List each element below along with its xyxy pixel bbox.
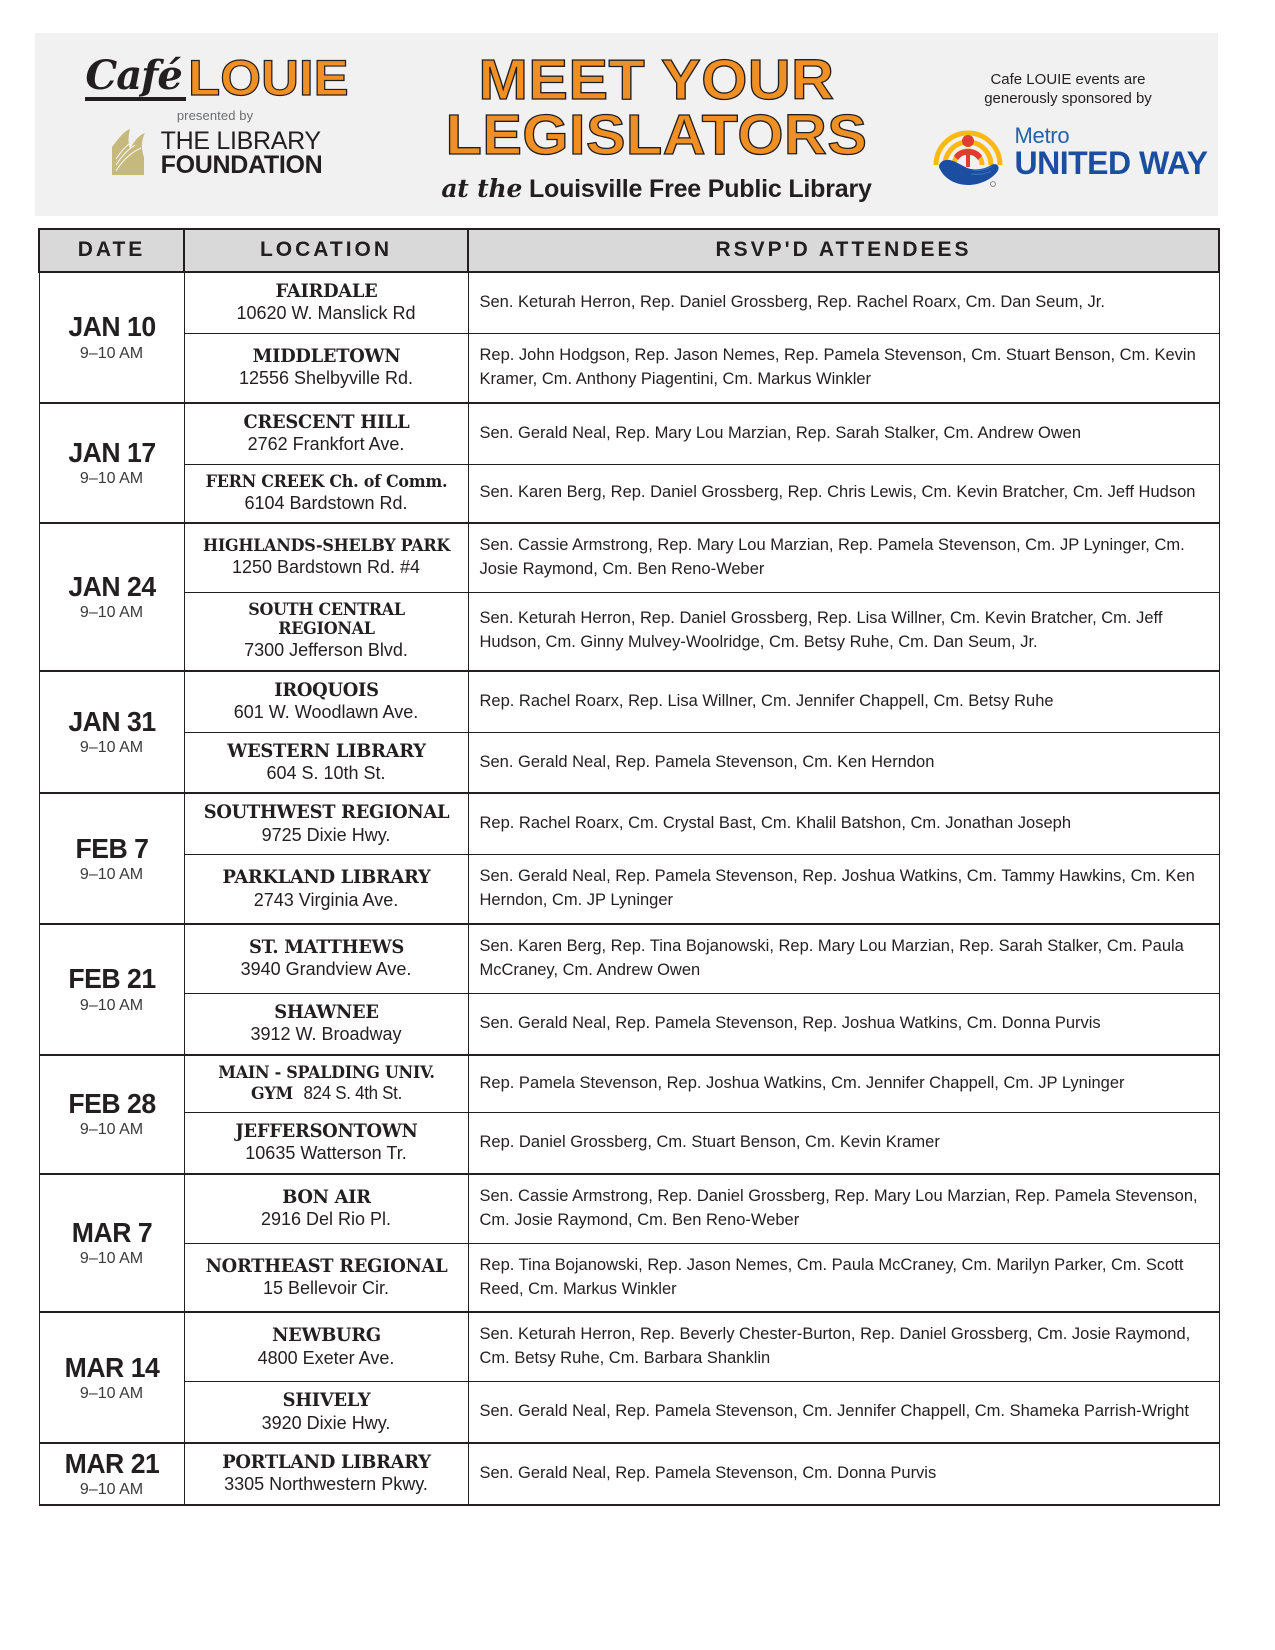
cafe-wordmark: Café xyxy=(85,56,185,101)
location-cell xyxy=(184,464,468,523)
column-header-date: DATE xyxy=(39,229,184,272)
location-address: 1250 Bardstown Rd. #4 xyxy=(231,557,421,578)
date-cell xyxy=(39,272,184,403)
date-label: MAR 14 xyxy=(64,1351,159,1383)
date-label: FEB 7 xyxy=(74,832,149,864)
location-address: 4800 Exeter Ave. xyxy=(257,1347,395,1368)
location-address: 6104 Bardstown Rd. xyxy=(244,492,408,513)
louie-wordmark: LOUIE xyxy=(187,50,349,106)
location-name: WESTERN LIBRARY xyxy=(226,739,426,762)
location-cell xyxy=(184,1243,468,1312)
table-row xyxy=(39,403,1219,464)
table-header-row xyxy=(39,229,1219,272)
table-row xyxy=(39,464,1219,523)
column-header-attendees: RSVP'D ATTENDEES xyxy=(468,229,1219,272)
time-label: 9–10 AM xyxy=(79,344,144,362)
table-row xyxy=(39,1312,1219,1381)
location-cell xyxy=(184,523,468,592)
table-row xyxy=(39,1243,1219,1312)
attendees-cell: Rep. Pamela Stevenson, Rep. Joshua Watkins, Cm. Jennifer Chappell, Cm. JP Lyninger xyxy=(468,1055,1219,1113)
presented-by-label: presented by xyxy=(176,108,254,123)
column-header-location: LOCATION xyxy=(184,229,468,272)
attendees-cell: Sen. Karen Berg, Rep. Daniel Grossberg, Rep. Chris Lewis, Cm. Kevin Bratcher, Cm. Jeff Hudson xyxy=(468,464,1219,523)
attendees-cell: Sen. Gerald Neal, Rep. Pamela Stevenson, Cm. Ken Herndon xyxy=(468,732,1219,793)
table-row xyxy=(39,523,1219,592)
foundation-line-2: FOUNDATION xyxy=(160,151,323,179)
title-line-1: MEET YOUR xyxy=(478,48,835,112)
sponsor-note-line-1: Cafe LOUIE events are xyxy=(990,71,1146,88)
date-cell xyxy=(39,793,184,924)
table-head xyxy=(39,229,1219,272)
location-cell xyxy=(184,855,468,924)
sponsor-block xyxy=(918,33,1218,189)
location-cell xyxy=(184,1443,468,1505)
table-row xyxy=(39,732,1219,793)
location-cell xyxy=(184,924,468,993)
location-name: NORTHEAST REGIONAL xyxy=(205,1254,447,1277)
location-address: 824 S. 4th St. xyxy=(302,1082,402,1103)
date-label: JAN 31 xyxy=(67,705,156,737)
location-address: 7300 Jefferson Blvd. xyxy=(244,640,408,661)
table-row xyxy=(39,333,1219,402)
location-address: 2916 Del Rio Pl. xyxy=(260,1208,392,1229)
date-label: JAN 17 xyxy=(67,436,156,468)
location-cell xyxy=(184,732,468,793)
date-cell xyxy=(39,523,184,671)
attendees-cell: Rep. Rachel Roarx, Rep. Lisa Willner, Cm. Jennifer Chappell, Cm. Betsy Ruhe xyxy=(468,671,1219,732)
location-address: 15 Bellevoir Cir. xyxy=(262,1277,390,1298)
time-label: 9–10 AM xyxy=(79,1384,144,1402)
location-address: 12556 Shelbyville Rd. xyxy=(238,368,414,389)
time-label: 9–10 AM xyxy=(79,1250,144,1268)
attendees-cell: Rep. John Hodgson, Rep. Jason Nemes, Rep. Pamela Stevenson, Cm. Stuart Benson, Cm. Kevin Kramer, Cm. Anthony Piagentini, Cm. Markus Winkler xyxy=(468,333,1219,402)
table-row xyxy=(39,1112,1219,1173)
location-cell xyxy=(184,1112,468,1173)
subtitle-library-name: Louisville Free Public Library xyxy=(528,174,872,203)
location-name-second-line xyxy=(199,1083,454,1104)
cafe-louie-logo xyxy=(85,50,349,106)
attendees-cell: Sen. Keturah Herron, Rep. Daniel Grossberg, Rep. Rachel Roarx, Cm. Dan Seum, Jr. xyxy=(468,272,1219,333)
time-label: 9–10 AM xyxy=(79,1481,144,1499)
location-address: 601 W. Woodlawn Ave. xyxy=(233,701,419,722)
time-label: 9–10 AM xyxy=(79,604,144,622)
location-address: 10620 W. Manslick Rd xyxy=(236,303,416,324)
sponsor-note-line-2: generously sponsored by xyxy=(984,89,1152,107)
united-way-logo xyxy=(929,115,1208,189)
location-cell xyxy=(184,593,468,671)
location-name: FERN CREEK Ch. of Comm. xyxy=(205,471,447,492)
foundation-line-1: THE LIBRARY xyxy=(160,126,321,155)
location-address: 9725 Dixie Hwy. xyxy=(261,824,391,845)
flyer-title-block xyxy=(395,33,918,204)
location-cell xyxy=(184,993,468,1054)
date-label: JAN 10 xyxy=(67,311,156,343)
subtitle-at-the: at the xyxy=(441,173,523,203)
schedule-table xyxy=(38,228,1220,1506)
sponsor-metro-label: Metro xyxy=(1014,122,1070,148)
table-row xyxy=(39,671,1219,732)
location-name: PORTLAND LIBRARY xyxy=(221,1451,431,1474)
location-name: HIGHLANDS-SHELBY PARK xyxy=(202,536,450,557)
location-cell xyxy=(184,671,468,732)
library-foundation-book-icon xyxy=(108,127,152,179)
location-address: 2762 Frankfort Ave. xyxy=(247,433,405,454)
cafe-louie-brand xyxy=(35,33,395,179)
table-row xyxy=(39,1174,1219,1243)
title-line-2: LEGISLATORS xyxy=(445,103,868,168)
header-banner xyxy=(35,33,1218,216)
attendees-cell: Sen. Gerald Neal, Rep. Pamela Stevenson, Rep. Joshua Watkins, Cm. Tammy Hawkins, Cm. Ken Herndon, Cm. JP Lyninger xyxy=(468,855,1219,924)
date-label: JAN 24 xyxy=(67,570,156,602)
location-cell xyxy=(184,1312,468,1381)
sponsor-note xyxy=(984,71,1152,109)
sponsor-united-way-label: UNITED WAY xyxy=(1014,144,1208,181)
location-address: 2743 Virginia Ave. xyxy=(253,889,399,910)
location-address: 3940 Grandview Ave. xyxy=(240,959,412,980)
attendees-cell: Sen. Gerald Neal, Rep. Pamela Stevenson, Cm. Jennifer Chappell, Cm. Shameka Parrish-Wright xyxy=(468,1382,1219,1443)
date-label: FEB 28 xyxy=(67,1088,156,1120)
attendees-cell: Sen. Gerald Neal, Rep. Pamela Stevenson, Cm. Donna Purvis xyxy=(468,1443,1219,1505)
date-cell xyxy=(39,403,184,523)
location-cell xyxy=(184,1382,468,1443)
location-cell xyxy=(184,1174,468,1243)
location-name: CRESCENT HILL xyxy=(243,410,409,433)
location-name: SHAWNEE xyxy=(273,1000,379,1023)
time-label: 9–10 AM xyxy=(79,739,144,757)
date-label: FEB 21 xyxy=(67,963,156,995)
location-cell xyxy=(184,403,468,464)
location-name: SOUTHWEST REGIONAL xyxy=(203,801,449,824)
title-subtitle xyxy=(395,174,918,204)
table-row xyxy=(39,924,1219,993)
attendees-cell: Rep. Daniel Grossberg, Cm. Stuart Benson, Cm. Kevin Kramer xyxy=(468,1112,1219,1173)
location-name: SOUTH CENTRAL REGIONAL xyxy=(247,600,405,640)
location-cell xyxy=(184,793,468,854)
date-cell xyxy=(39,1312,184,1443)
date-label: MAR 21 xyxy=(64,1447,159,1479)
united-way-wordmark xyxy=(1014,122,1208,181)
attendees-cell: Sen. Gerald Neal, Rep. Mary Lou Marzian, Rep. Sarah Stalker, Cm. Andrew Owen xyxy=(468,403,1219,464)
attendees-cell: Sen. Keturah Herron, Rep. Daniel Grossberg, Rep. Lisa Willner, Cm. Kevin Bratcher, Cm. Jeff Hudson, Cm. Ginny Mulvey-Woolridge, Cm. Betsy Ruhe, Cm. Dan Seum, Jr. xyxy=(468,593,1219,671)
attendees-cell: Sen. Keturah Herron, Rep. Beverly Chester-Burton, Rep. Daniel Grossberg, Cm. Josie Raymond, Cm. Betsy Ruhe, Cm. Barbara Shanklin xyxy=(468,1312,1219,1381)
location-name: BON AIR xyxy=(281,1185,371,1208)
table-row xyxy=(39,855,1219,924)
location-name: MAIN - SPALDING UNIV. xyxy=(217,1062,435,1083)
location-name: MIDDLETOWN xyxy=(252,344,400,367)
location-name: JEFFERSONTOWN xyxy=(234,1119,418,1142)
date-cell xyxy=(39,924,184,1055)
date-cell xyxy=(39,671,184,794)
table-body xyxy=(39,272,1219,1505)
location-address: 10635 Watterson Tr. xyxy=(245,1143,407,1164)
date-label: MAR 7 xyxy=(71,1216,152,1248)
table-row xyxy=(39,793,1219,854)
date-cell xyxy=(39,1055,184,1174)
location-gym-label: GYM xyxy=(250,1083,293,1104)
location-name: FAIRDALE xyxy=(275,280,377,302)
table-row xyxy=(39,993,1219,1054)
date-cell xyxy=(39,1174,184,1313)
united-way-rainbow-hand-person-icon xyxy=(929,115,1007,189)
table-row xyxy=(39,1443,1219,1505)
location-address: 3305 Northwestern Pkwy. xyxy=(224,1474,428,1495)
library-foundation-wordmark xyxy=(160,126,323,179)
location-cell xyxy=(184,1055,468,1113)
location-address: 3920 Dixie Hwy. xyxy=(261,1412,391,1433)
attendees-cell: Rep. Tina Bojanowski, Rep. Jason Nemes, Cm. Paula McCraney, Cm. Marilyn Parker, Cm. Scott Reed, Cm. Markus Winkler xyxy=(468,1243,1219,1312)
location-address: 604 S. 10th St. xyxy=(266,762,386,783)
time-label: 9–10 AM xyxy=(79,996,144,1014)
table-row xyxy=(39,593,1219,671)
time-label: 9–10 AM xyxy=(79,1121,144,1139)
location-cell xyxy=(184,333,468,402)
table-row xyxy=(39,1382,1219,1443)
location-name: SHIVELY xyxy=(282,1389,370,1412)
table-row xyxy=(39,1055,1219,1113)
date-cell xyxy=(39,1443,184,1505)
location-name: PARKLAND LIBRARY xyxy=(221,866,431,889)
time-label: 9–10 AM xyxy=(79,865,144,883)
attendees-cell: Sen. Karen Berg, Rep. Tina Bojanowski, Rep. Mary Lou Marzian, Rep. Sarah Stalker, Cm. Paula McCraney, Cm. Andrew Owen xyxy=(468,924,1219,993)
attendees-cell: Sen. Cassie Armstrong, Rep. Mary Lou Marzian, Rep. Pamela Stevenson, Cm. JP Lyninger, Cm. Josie Raymond, Cm. Ben Reno-Weber xyxy=(468,523,1219,592)
table-row xyxy=(39,272,1219,333)
attendees-cell: Sen. Cassie Armstrong, Rep. Daniel Grossberg, Rep. Mary Lou Marzian, Rep. Pamela Stevenson, Cm. Josie Raymond, Cm. Ben Reno-Weber xyxy=(468,1174,1219,1243)
location-address: 3912 W. Broadway xyxy=(250,1024,402,1045)
location-name: NEWBURG xyxy=(271,1324,381,1347)
time-label: 9–10 AM xyxy=(79,470,144,488)
attendees-cell: Rep. Rachel Roarx, Cm. Crystal Bast, Cm. Khalil Batshon, Cm. Jonathan Joseph xyxy=(468,793,1219,854)
location-cell xyxy=(184,272,468,333)
attendees-cell: Sen. Gerald Neal, Rep. Pamela Stevenson, Rep. Joshua Watkins, Cm. Donna Purvis xyxy=(468,993,1219,1054)
location-name: IROQUOIS xyxy=(273,678,379,701)
location-name: ST. MATTHEWS xyxy=(248,936,404,959)
library-foundation-logo xyxy=(108,127,323,179)
